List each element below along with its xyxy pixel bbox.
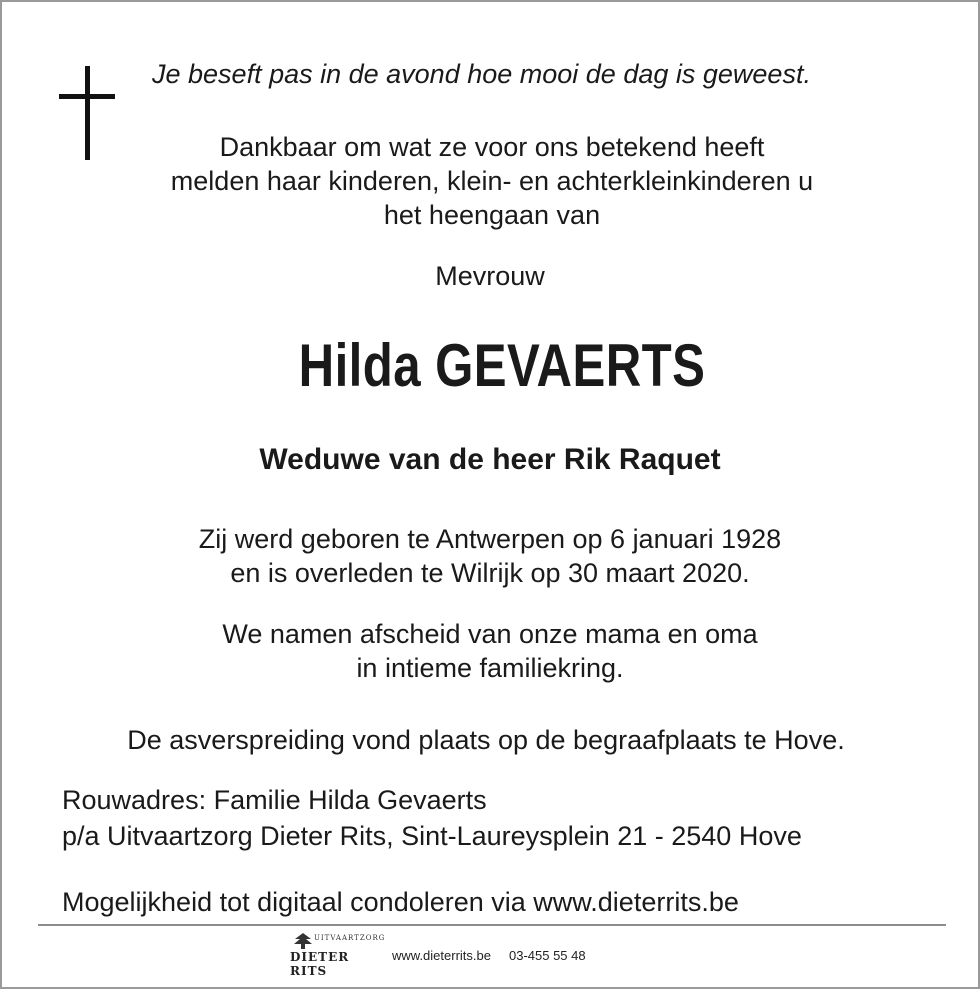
address-line: Rouwadres: Familie Hilda Gevaerts [62,785,487,815]
divider [38,924,946,926]
logo-title: DIETER RITS [290,950,350,978]
announcement-line: het heengaan van [383,200,601,230]
footer [284,930,704,978]
mourning-address [62,782,802,854]
deceased-name: Hilda GEVAERTS [298,332,706,399]
honorific: Mevrouw [435,261,545,291]
farewell-line: in intieme familiekring. [356,653,624,683]
widow-of: Weduwe van de heer Rik Raquet [259,443,721,476]
announcement-text [132,130,852,232]
birth-line: Zij werd geboren te Antwerpen op 6 januari 1928 [198,524,782,554]
announcement-line: melden haar kinderen, klein- en achterkleinkinderen u [170,166,814,196]
tree-icon [292,932,314,950]
opening-quote: Je beseft pas in de avond hoe mooi de dag is geweest. [152,59,811,89]
contact-info [392,948,604,963]
address-line: p/a Uitvaartzorg Dieter Rits, Sint-Laureysplein 21 - 2540 Hove [62,821,802,851]
announcement-line: Dankbaar om wat ze voor ons betekend heeft [219,132,765,162]
logo-subtitle: UITVAARTZORG [314,934,386,942]
death-line: en is overleden te Wilrijk op 30 maart 2020. [230,558,750,588]
funeral-home-logo [284,930,386,978]
condolence-info: Mogelijkheid tot digitaal condoleren via www.dieterrits.be [62,887,739,917]
cross-icon [59,66,115,160]
ash-scattering-info: De asverspreiding vond plaats op de begraafplaats te Hove. [127,725,845,755]
phone-number: 03-455 55 48 [508,948,586,963]
website-link[interactable]: www.dieterrits.be [392,948,491,963]
farewell-line: We namen afscheid van onze mama en oma [222,619,758,649]
birth-death-info [2,522,978,590]
farewell-info [2,617,978,685]
